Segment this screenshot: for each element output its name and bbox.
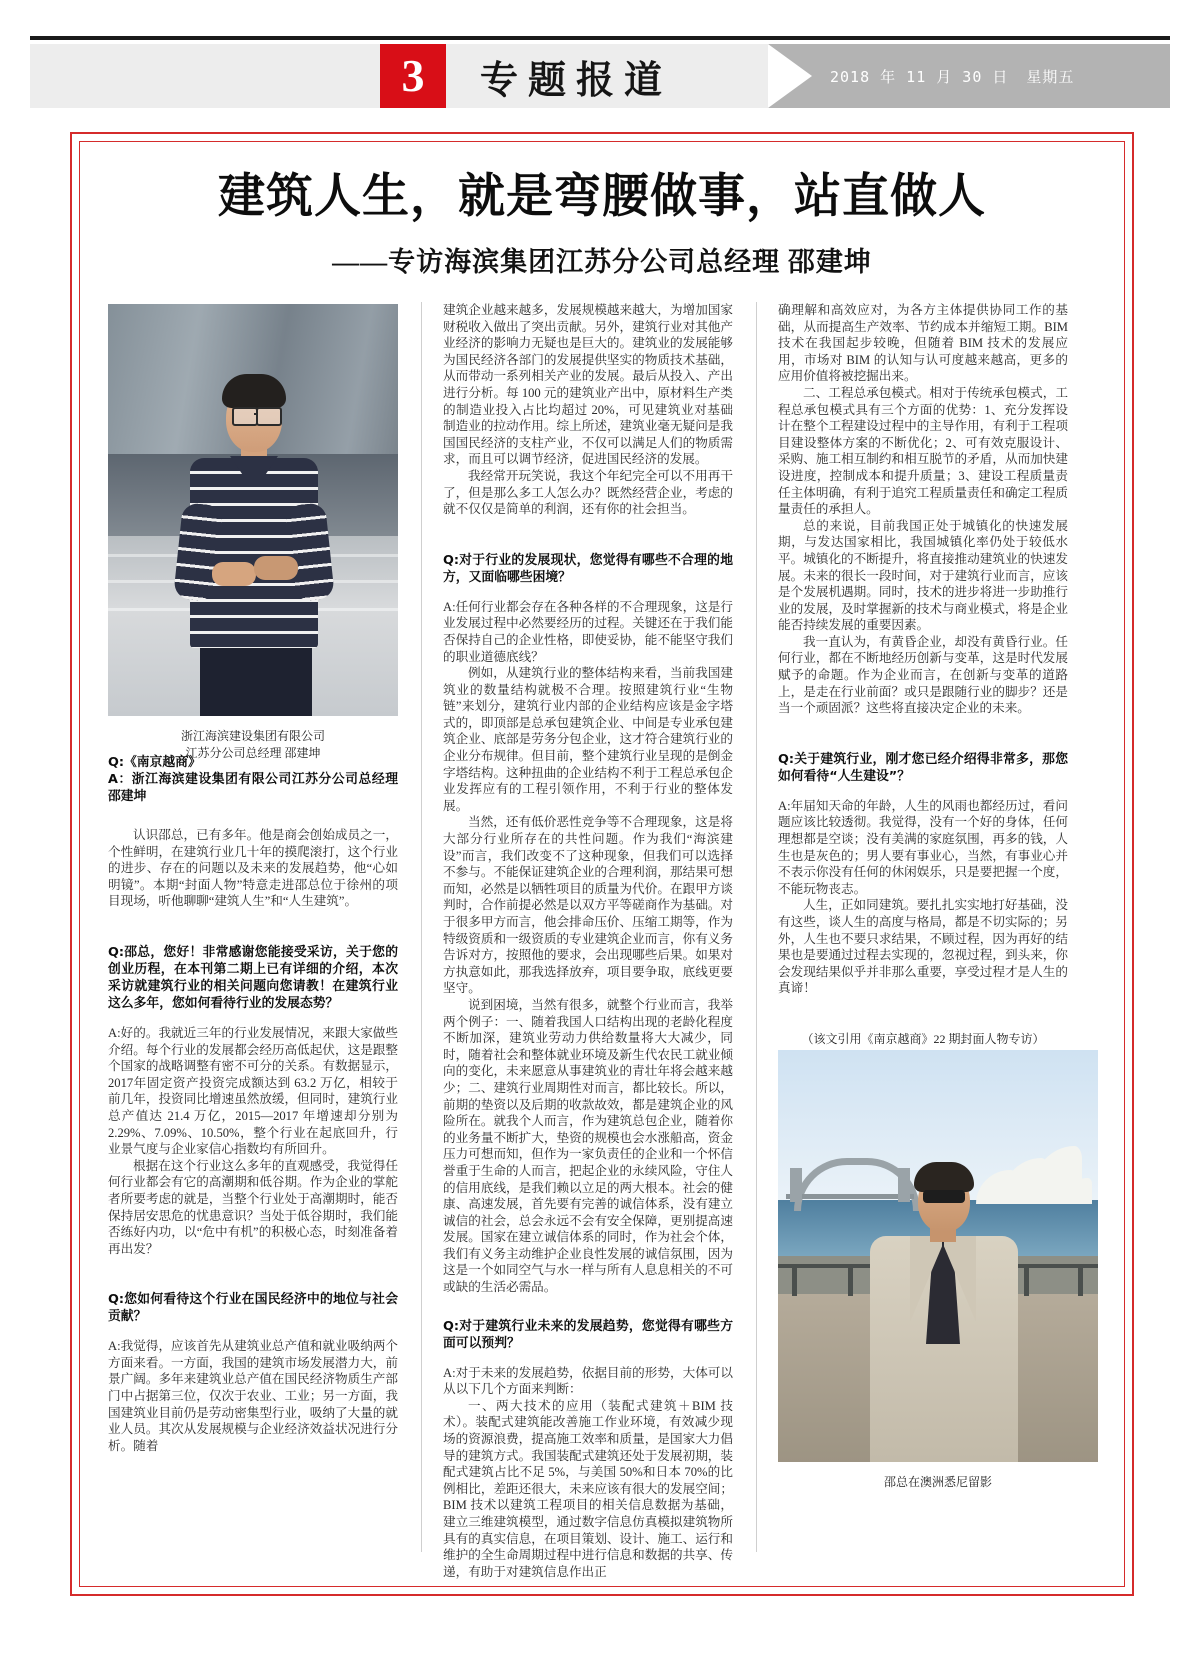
answer-2: A:我觉得，应该首先从建筑业总产值和就业吸纳两个方面来看。一方面，我国的建筑市场发展潜力大，前景广阔。多年来建筑业总产值在国民经济物质生产部门中占据第三位，仅次于农业、工业；另一方面，我国建筑业目前仍是劳动密集型行业，吸纳了大量的就业人员。其次从发展规模与企业经济效益状况进行分析。随着 [108,1339,398,1453]
photo-caption-top-line2: 江苏分公司总经理 邵建坤 [185,746,321,760]
masthead [30,36,1170,108]
source-note: （该文引用《南京越商》22 期封面人物专访） [801,1031,1045,1046]
answer-5-para-2: 人生，正如同建筑。要扎扎实实地打好基础，没有这些，谈人生的高度与格局，都是不切实际的；另外，人生也不要只求结果，不顾过程，因为再好的结果也是要通过过程去实现的，忽视过程，到头来，你会发现结果似乎并非那么重要，享受过程才是人生的真谛！ [778,898,1068,996]
answer-4-para-2: 一、两大技术的应用（装配式建筑＋BIM 技术）。装配式建筑能改善施工作业环境，有效减少现场的资源浪费，提高施工效率和质量，是国家大力倡导的建筑方式。我国装配式建筑还处于发展初期，装配式建筑占比不足 5%，与美国 50%和日本 70%的比例相比，差距还很大，未来应该有很大的发展空间；BIM 技术以建筑工程项目的相关信息数据为基础，建立三维建筑模型，通过数字信息仿真模拟建筑物所具有的真实信息，在项目策划、设计、施工、运行和维护的全生命周期过程中进行信息和数据的共享、传递，有助于对建筑信息作出正 [443,1398,733,1579]
masthead-date [830,44,1074,108]
answer-1-para-1: A:好的。我就近三年的行业发展情况，来跟大家做些介绍。每个行业的发展都会经历高低起伏，这是跟整个国家的战略调整有密不可分的关系。有数据显示，2017年固定资产投资完成额达到 63.2 万亿，相较于前几年，投资同比增速虽然放缓，但同时，建筑行业总产值达 21.4 万亿，2015—2017 年增速却分别为 2.29%、7.09%、10.50%，整个行业在起底回升，行业景气度与企业家信心指数均有所回升。 [108,1025,398,1157]
question-5: Q:关于建筑行业，刚才您已经介绍得非常多，那您如何看待“人生建设”？ [778,751,1068,784]
column3-para-1: 确理解和高效应对，为各方主体提供协同工作的基础，从而提高生产效率、节约成本并缩短工期。BIM 技术在我国起步较晚，但随着 BIM 技术的发展应用，市场对 BIM 的认知与认可度越来越高，更多的应用价值将被挖掘出来。 [778,303,1068,384]
article-frame [70,132,1134,1596]
column-2 [443,302,733,1579]
question-0: Q:《南京越商》 [108,755,201,770]
article-columns [108,302,1098,1579]
column3-para-2: 二、工程总承包模式。相对于传统承包模式，工程总承包模式具有三个方面的优势：1、充分发挥设计在整个工程建设过程中的主导作用，有利于工程项目建设整体方案的不断优化；2、可有效克服设计、采购、施工相互制约和相互脱节的矛盾，从而加快建设进度，控制成本和提升质量；3、建设工程质量责任主体明确，有利于追究工程质量责任和确定工程质量责任的承担人。 [778,385,1068,517]
answer-3-para-2: 例如，从建筑行业的整体结构来看，当前我国建筑业的数量结构就极不合理。按照建筑行业“生物链”来划分，建筑行业内部的企业结构应该是金字塔式的，即顶部是总承包建筑企业、中间是专业承包建筑企业、底部是劳务分包企业，这才符合建筑行业的企业分布规律。但目前，整个建筑行业呈现的是倒金字塔结构。这种扭曲的企业结构不利于工程总承包企业发挥应有的工程引领作用，不利于行业的整体发展。 [443,666,733,813]
weekday-text: 星期五 [1026,67,1075,86]
column-3 [778,302,1068,1552]
column-divider [756,302,757,1552]
question-1: Q:邵总，您好！非常感谢您能接受采访，关于您的创业历程，在本刊第二期上已有详细的介绍，本次采访就建筑行业的相关问题向您请教！在建筑行业这么多年，您如何看待行业的发展态势？ [108,944,398,1011]
article-headline: 建筑人生，就是弯腰做事，站直做人 [218,171,986,223]
continued-paragraph-2: 我经常开玩笑说，我这个年纪完全可以不用再干了，但是那么多工人怎么办？既然经营企业，考虑的就不仅仅是简单的利润，还有你的社会担当。 [443,468,733,517]
answer-3-para-4: 说到困境，当然有很多，就整个行业而言，我举两个例子：一、随着我国人口结构出现的老龄化程度不断加深，建筑业劳动力供给数量将大大减少，同时，随着社会和整体就业环境及新生代农民工就业倾向的变化，未来愿意从事建筑业的青壮年将会越来越少；二、建筑行业周期性对而言，都比较长。所以，前期的垫资以及后期的收款故效，都是建筑企业的风险所在。就我个人而言，作为建筑总包企业，随着你的业务量不断扩大，垫资的规模也会水涨船高，资金压力可想而知，但作为一家负责任的企业和一个怀信誉重于生命的人而言，把起企业的永续风险，守住人的信用底线，是我们赖以立足的两大根本。社会的健康、高速发展，首先要有完善的诚信体系，没有建立诚信的社会，总会永远不会有安全保障，更别提高速发展。国家在建立诚信体系的同时，作为社会个体，我们有义务主动维护企业良性发展的诚信氛围，因为这是一个如同空气与水一样与所有人息息相关的不可或缺的生活必需品。 [443,997,733,1295]
section-title: 专题报道 [480,57,673,102]
answer-3-para-1: A:任何行业都会存在各种各样的不合理现象，这是行业发展过程中必然要经历的过程。关键还在于我们能否保持自己的企业性格，即使妥协，能不能坚守我们的职业道德底线？ [443,599,733,664]
photo-caption-top-line1: 浙江海滨建设集团有限公司 [180,729,325,743]
answer-1-para-2: 根据在这个行业这么多年的直观感受，我觉得任何行业都会有它的高潮期和低谷期。作为企业的掌舵者所要考虑的就是，当整个行业处于高潮期时，能否保持居安思危的忧患意识？当处于低谷期时，我们能否练好内功，以“危中有机”的积极心态，时刻准备着再出发？ [108,1158,398,1256]
answer-4-para-1: A:对于未来的发展趋势，依据目前的形势，大体可以从以下几个方面来判断： [443,1365,733,1397]
column3-para-3: 总的来说，目前我国正处于城镇化的快速发展期，与发达国家相比，我国城镇化率仍处于较低水平。城镇化的不断提升，将直接推动建筑业的快速发展。未来的很长一段时间，对于建筑行业而言，应该是个发展机遇期。同时，技术的进步将进一步助推行业的发展，及时掌握新的技术与商业模式，将是企业能否持续发展的重要因素。 [778,518,1068,633]
question-3: Q:对于行业的发展现状，您觉得有哪些不合理的地方，又面临哪些困境？ [443,552,733,585]
intro-paragraph: 认识邵总，已有多年。他是商会创始成员之一，个性鲜明，在建筑行业几十年的摸爬滚打，这个行业的进步、存在的问题以及未来的发展趋势，他“心如明镜”。本期“封面人物”特意走进邵总位于徐州的项目现场，听他聊聊“建筑人生”和“人生建筑”。 [108,828,398,909]
page-number-badge: 3 [380,44,446,108]
photo-caption-bottom: 邵总在澳洲悉尼留影 [883,1475,992,1489]
answer-3-para-3: 当然，还有低价恶性竞争等不合理现象，这是将大部分行业所存在的共性问题。作为我们“海滨建设”而言，我们改变不了这种现象，但我们可以选择不参与。不能保证建筑企业的合理利润，那结果可想而知，必然是以牺牲项目的质量为代价。在跟甲方谈判时，合作前提必然是以双方平等磋商作为基础。对于很多甲方而言，他会排命压价、压缩工期等，作为特级资质和一级资质的专业建筑企业而言，你有义务告诉对方，按照他的要求，会出现哪些后果。如果对方执意如此，那我选择放弃，项目要争取，底线更要坚守。 [443,815,733,996]
answer-0: A：浙江海滨建设集团有限公司江苏分公司总经理 邵建坤 [108,772,398,804]
continued-paragraph: 建筑企业越来越多，发展规模越来越大，为增加国家财税收入做出了突出贡献。另外，建筑行业对其他产业经济的影响力无疑也是巨大的。建筑业的发展能够为国民经济各部门的发展提供坚实的物质技术基础，从而带动一系列相关产业的发展。最后从投入、产出进行分析。每 100 元的建筑业产出中，原材料生产类的制造业投入占比均超过 20%，可见建筑业对基础制造业的拉动作用。综上所述，建筑业毫无疑问是我国国民经济的支柱产业，不仅可以满足人们的物质需求，而且可以调节经济，促进国民经济的发展。 [443,303,733,467]
column3-para-4: 我一直认为，有黄昏企业，却没有黄昏行业。任何行业，都在不断地经历创新与变革，这是时代发展赋予的命题。作为企业而言，在创新与变革的道路上，是走在行业前面？或只是跟随行业的脚步？还是当一个顽固派？这些将直接决定企业的未来。 [778,634,1068,716]
column-1 [108,302,398,1552]
question-4: Q:对于建筑行业未来的发展趋势，您觉得有哪些方面可以预判？ [443,1318,733,1351]
question-2: Q:您如何看待这个行业在国民经济中的地位与社会贡献？ [108,1292,398,1325]
masthead-top-rule [30,36,1170,40]
column-divider [421,302,422,1552]
article-subheadline: ——专访海滨集团江苏分公司总经理 邵建坤 [332,247,872,277]
date-text: 2018 年 11 月 30 日 [830,67,1009,86]
masthead-body [30,44,1170,108]
answer-5-para-1: A:年届知天命的年龄，人生的风雨也都经历过，看问题应该比较透彻。我觉得，没有一个好的身体，任何理想都是空谈；没有美满的家庭氛围，再多的钱，人生也是灰色的；男人要有事业心，当然，有事业心并不表示你没有任何的休闲娱乐，只是要把握一个度，不能玩物丧志。 [778,798,1068,896]
